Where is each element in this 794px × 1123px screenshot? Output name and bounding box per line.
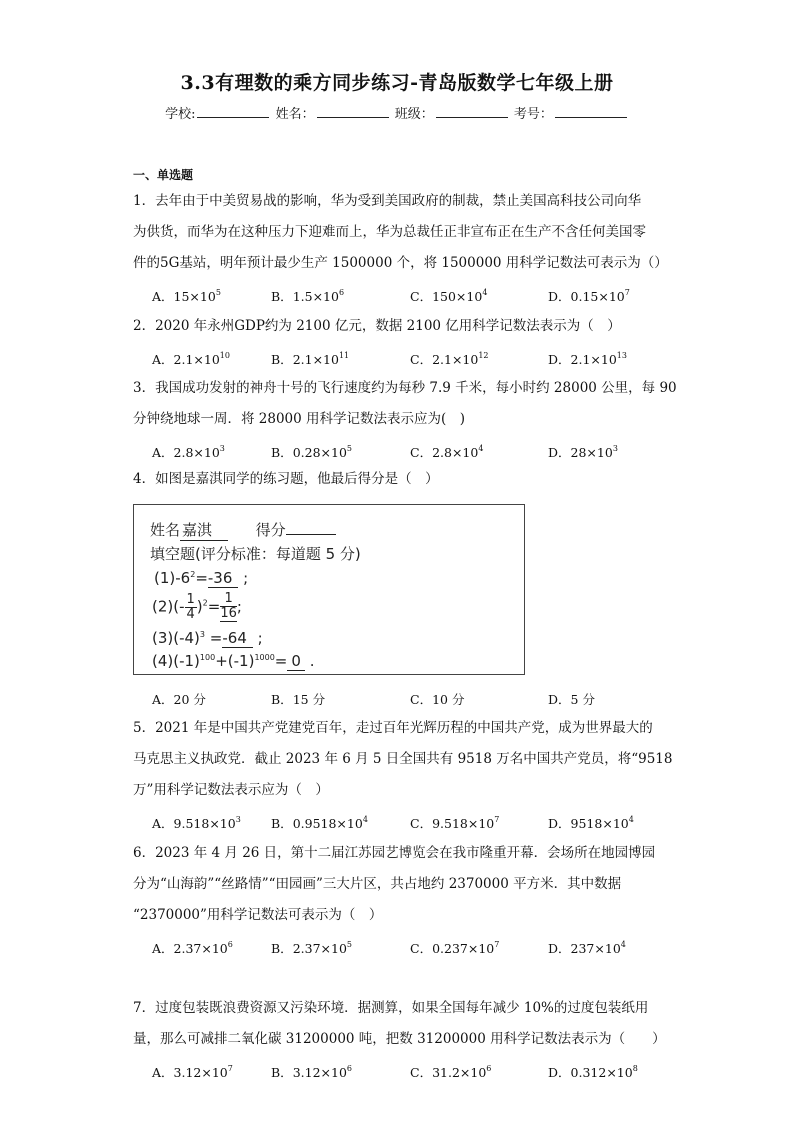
question-4-line: 4．如图是嘉淇同学的练习题，他最后得分是（ ）	[133, 471, 439, 487]
question-7-line: 量，那么可减排二氧化碳 31200000 吨，把数 31200000 用科学记数法表示为（ ）	[133, 1031, 666, 1047]
class-blank	[436, 105, 508, 118]
question-6-option-a[interactable]: A．$2.37\times 10^6$	[152, 940, 233, 956]
exam-number-label: 考号：	[513, 107, 553, 122]
question-1-line: 为供货，而华为在这种压力下迎难而上，华为总裁任正非宣布正在生产不含任何美国零	[133, 224, 646, 240]
question-7-option-b[interactable]: B．$3.12\times 10^6$	[271, 1064, 352, 1080]
question-1-option-a[interactable]: A．$15\times 10^5$	[152, 288, 221, 304]
school-blank	[197, 105, 269, 118]
question-7-line: 7．过度包装既浪费资源又污染环境．据测算，如果全国每年减少 10%的过度包装纸用	[133, 1000, 649, 1016]
question-7-option-a[interactable]: A．$3.12\times 10^7$	[152, 1064, 233, 1080]
class-label: 班级：	[394, 107, 434, 122]
question-2-option-d[interactable]: D．$2.1\times 10^{13}$	[548, 351, 627, 367]
question-4-option-b[interactable]: B．15 分	[271, 692, 326, 707]
question-6-line: “2370000”用科学记数法可表示为（ ）	[133, 907, 383, 923]
figure-line-2: (2)(- $\frac{1}{4}$ )$^2$= $\frac{1}{16}$ ;	[152, 591, 242, 622]
question-6-option-d[interactable]: D．$237\times 10^4$	[548, 940, 626, 956]
figure-score-label: 得分	[255, 521, 286, 539]
question-7-option-c[interactable]: C．$31.2\times 10^6$	[410, 1064, 492, 1080]
question-5-line: 万”用科学记数法表示应为（ ）	[133, 782, 329, 798]
figure-line-3: $(3)(-4)^3 =-64$ ;	[152, 629, 263, 647]
question-7-option-d[interactable]: D．$0.312\times 10^8$	[548, 1064, 638, 1080]
exam-number-blank	[555, 105, 627, 118]
question-2-option-a[interactable]: A．$2.1\times 10^{10}$	[152, 351, 230, 367]
question-4-option-a[interactable]: A．20 分	[152, 692, 206, 707]
school-label: 学校:	[165, 107, 196, 122]
question-5-option-b[interactable]: B．$0.9518\times 10^4$	[271, 815, 368, 831]
question-2-option-b[interactable]: B．$2.1\times 10^{11}$	[271, 351, 350, 367]
question-5-option-c[interactable]: C．$9.518\times 10^7$	[410, 815, 500, 831]
page-title: 3.3有理数的乘方同步练习-青岛版数学七年级上册	[180, 72, 614, 94]
question-6-option-c[interactable]: C．$0.237\times 10^7$	[410, 940, 500, 956]
question-1-option-c[interactable]: C．$150\times 10^4$	[410, 288, 488, 304]
question-5-option-a[interactable]: A．$9.518\times 10^3$	[152, 815, 241, 831]
figure-line-1: $(1)-6^2=-36$ ;	[154, 569, 249, 587]
question-3-option-b[interactable]: B．$0.28\times 10^5$	[271, 444, 352, 460]
question-3-line: 3．我国成功发射的神舟十号的飞行速度约为每秒 7.9 千米，每小时约 28000 公里，每 90	[133, 380, 677, 396]
section-heading: 一、单选题	[133, 168, 194, 182]
figure-name-label: 姓名	[150, 521, 181, 539]
question-5-line: 5．2021 年是中国共产党建党百年，走过百年光辉历程的中国共产党，成为世界最大的	[133, 720, 653, 736]
name-blank	[317, 105, 389, 118]
figure-name-value: 嘉淇	[180, 519, 228, 541]
figure-line-4: $(4)(-1)^{100}+(-1)^{1000}= 0$ .	[152, 652, 315, 670]
question-5-line: 马克思主义执政党．截止 2023 年 6 月 5 日全国共有 9518 万名中国共产党员，将“9518	[133, 751, 673, 767]
question-6-option-b[interactable]: B．$2.37\times 10^5$	[271, 940, 352, 956]
question-6-line: 分为“山海韵”“丝路情”“田园画”三大片区，共占地约 2370000 平方米．其中数据	[133, 876, 622, 892]
figure-heading: 填空题(评分标准：每道题 5 分)	[150, 545, 361, 563]
question-3-option-a[interactable]: A．$2.8\times 10^3$	[152, 444, 225, 460]
question-5-option-d[interactable]: D．$9518\times 10^4$	[548, 815, 634, 831]
question-2-line: 2．2020 年永州GDP约为 2100 亿元，数据 2100 亿用科学记数法表示为（ ）	[133, 318, 621, 334]
student-worksheet-figure	[133, 504, 525, 675]
question-3-option-c[interactable]: C．$2.8\times 10^4$	[410, 444, 484, 460]
figure-score-blank	[286, 520, 336, 535]
student-info-row	[0, 103, 794, 122]
question-2-option-c[interactable]: C．$2.1\times 10^{12}$	[410, 351, 489, 367]
question-4-option-d[interactable]: D．5 分	[548, 692, 595, 707]
question-3-option-d[interactable]: D．$28\times 10^3$	[548, 444, 618, 460]
question-1-option-b[interactable]: B．$1.5\times 10^6$	[271, 288, 345, 304]
question-1-option-d[interactable]: D．$0.15\times 10^7$	[548, 288, 630, 304]
question-4-option-c[interactable]: C．10 分	[410, 692, 465, 707]
question-1-line: 1．去年由于中美贸易战的影响，华为受到美国政府的制裁，禁止美国高科技公司向华	[133, 193, 642, 209]
question-3-line: 分钟绕地球一周．将 28000 用科学记数法表示应为( )	[133, 411, 466, 427]
question-6-line: 6．2023 年 4 月 26 日，第十二届江苏园艺博览会在我市隆重开幕．会场所在地园博园	[133, 845, 656, 861]
question-1-line: 件的5G基站，明年预计最少生产 1500000 个，将 1500000 用科学记数法可表示为（）	[133, 255, 668, 271]
name-label: 姓名：	[275, 107, 315, 122]
